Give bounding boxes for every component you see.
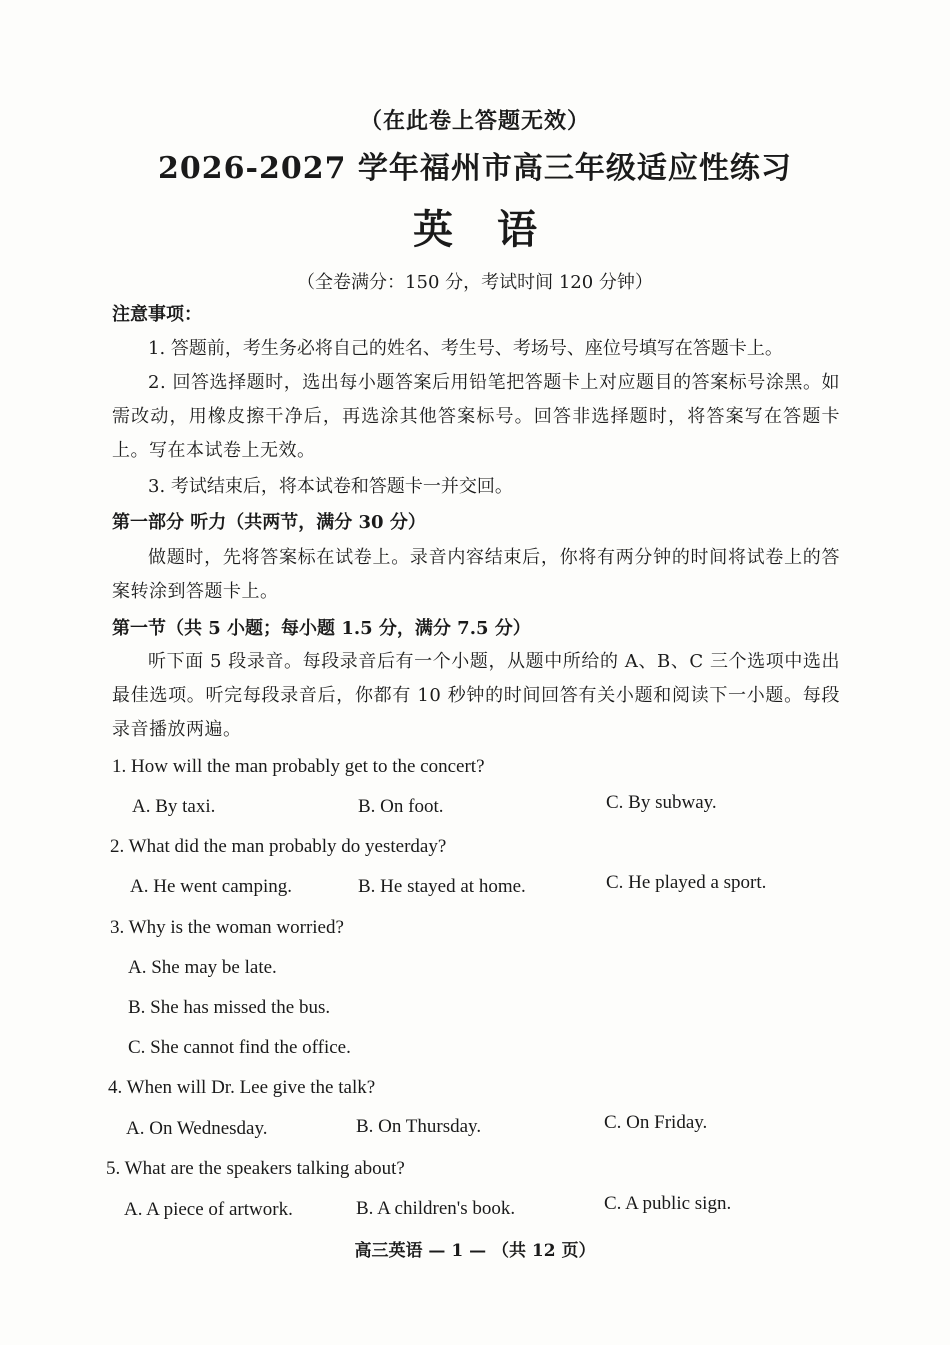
- q1-option-a: A. By taxi.: [132, 796, 216, 817]
- part1-heading: 第一部分 听力（共两节，满分 30 分）: [112, 512, 426, 533]
- question-2: 2. What did the man probably do yesterday?: [110, 836, 447, 857]
- notice-item-3: 3. 考试结束后，将本试卷和答题卡一并交回。: [148, 476, 513, 497]
- q4-option-b: B. On Thursday.: [356, 1116, 482, 1137]
- question-5: 5. What are the speakers talking about?: [106, 1158, 405, 1179]
- score-note: （全卷满分：150 分，考试时间 120 分钟）: [297, 272, 653, 293]
- q4-option-a: A. On Wednesday.: [126, 1118, 268, 1139]
- question-3: 3. Why is the woman worried?: [110, 917, 344, 938]
- exam-title: 2026-2027 学年福州市高三年级适应性练习: [158, 151, 792, 186]
- q3-option-a: A. She may be late.: [128, 957, 277, 978]
- page-footer: 高三英语 — 1 — （共 12 页）: [354, 1241, 596, 1261]
- section1-heading: 第一节（共 5 小题；每小题 1.5 分，满分 7.5 分）: [112, 618, 531, 639]
- top-note: （在此卷上答题无效）: [359, 108, 590, 134]
- q1-option-c: C. By subway.: [606, 792, 717, 813]
- q3-option-c: C. She cannot find the office.: [128, 1037, 351, 1058]
- q5-option-c: C. A public sign.: [604, 1193, 732, 1214]
- notice-heading: 注意事项：: [112, 304, 202, 325]
- notice-item-2: 2. 回答选择题时，选出每小题答案后用铅笔把答题卡上对应题目的答案标号涂黑。如需改动，用橡皮擦干净后，再选涂其他答案标号。回答非选择题时，将答案写在答题卡上。写在本试卷上无效。: [112, 372, 840, 461]
- question-1: 1. How will the man probably get to the concert?: [112, 756, 485, 777]
- section1-instruction: 听下面 5 段录音。每段录音后有一个小题，从题中所给的 A、B、C 三个选项中选出最佳选项。听完每段录音后，你都有 10 秒钟的时间回答有关小题和阅读下一小题。每段录音播放两遍。: [112, 651, 840, 740]
- q2-option-b: B. He stayed at home.: [358, 876, 526, 897]
- subject-title: 英语: [413, 206, 581, 253]
- q2-option-c: C. He played a sport.: [606, 872, 767, 893]
- q2-option-a: A. He went camping.: [130, 876, 292, 897]
- notice-item-1: 1. 答题前，考生务必将自己的姓名、考生号、考场号、座位号填写在答题卡上。: [148, 338, 783, 359]
- q5-option-b: B. A children's book.: [356, 1198, 516, 1219]
- q1-option-b: B. On foot.: [358, 796, 444, 817]
- question-4: 4. When will Dr. Lee give the talk?: [108, 1077, 376, 1098]
- part1-instruction: 做题时，先将答案标在试卷上。录音内容结束后，你将有两分钟的时间将试卷上的答案转涂到答题卡上。: [112, 547, 840, 602]
- q3-option-b: B. She has missed the bus.: [128, 997, 331, 1018]
- q4-option-c: C. On Friday.: [604, 1112, 708, 1133]
- q5-option-a: A. A piece of artwork.: [124, 1199, 293, 1220]
